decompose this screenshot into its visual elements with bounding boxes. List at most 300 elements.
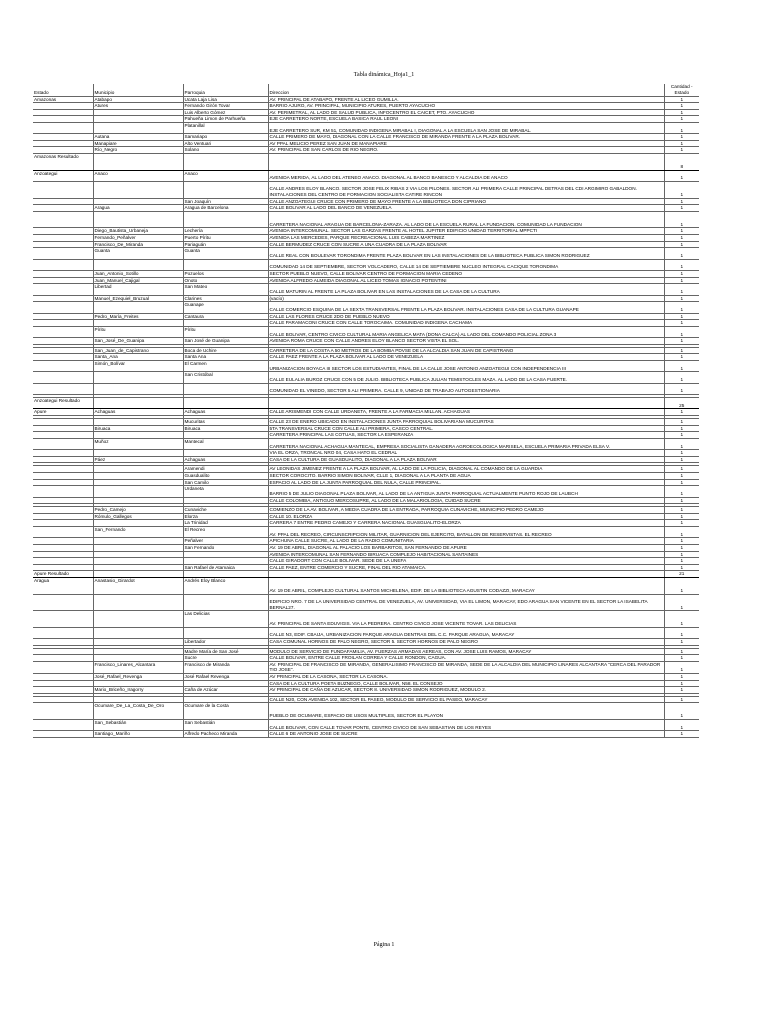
cell-municipio bbox=[93, 419, 183, 426]
cell-estado bbox=[33, 639, 93, 646]
cell-estado bbox=[33, 611, 93, 628]
cell-direccion: EDIFICIO NRO. 7 DE LA UNIVERSIDAD CENTRAL DE VENEZUELA, AV. UNIVERSIDAD, VIA EL LIMON, MARACAY, EDO ARAGUA SAN VICENTE EN EL SECTOR LA ISABELITA BERNAL27. bbox=[268, 594, 664, 611]
cell-direccion: CALLE GIRADORT CON CALLE BOLIVAR. SEDE DE LA UNEFA bbox=[268, 558, 664, 565]
table-row bbox=[33, 687, 699, 694]
cell-municipio bbox=[93, 432, 183, 439]
cell-direccion: CALLE ARISMENDI CON CALLE URDANETA, FRENTE A LA FARMACIA MILLAN. ACHAGUAS bbox=[268, 409, 664, 416]
cell-parroquia: Guasdualito bbox=[183, 473, 268, 480]
cell-estado bbox=[33, 703, 93, 720]
cell-direccion: AVENIDA INTERCOMUNAL. SECTOR LAS GARZAS FRENTE AL HOTEL JUPITER EDIFICIO UNIDAD TERRITORIAL MPPCTI bbox=[268, 228, 664, 235]
document-title: Tabla dinámica_Hoja1_1 bbox=[353, 72, 415, 78]
table-header-row bbox=[33, 84, 699, 96]
cell-cantidad: 1 bbox=[680, 687, 684, 693]
cell-estado bbox=[33, 680, 93, 687]
header-municipio: Municipio bbox=[93, 84, 183, 96]
cell-parroquia: Ocumare de la Costa bbox=[183, 703, 268, 720]
cell-cantidad: 1 bbox=[680, 724, 684, 730]
cell-direccion: CALLE PARAMACONI CRUCE CON CALLE TOROCAIMA. COMUNIDAD INDIGENA CACHAMA bbox=[268, 320, 664, 327]
cell-cantidad: 1 bbox=[680, 306, 684, 312]
cell-estado bbox=[33, 205, 93, 212]
cell-municipio bbox=[93, 648, 183, 655]
table-row bbox=[33, 513, 699, 520]
cell-cantidad: 1 bbox=[680, 564, 684, 570]
cell-municipio: Juan_Antonio_Sotillo bbox=[93, 270, 183, 277]
cell-municipio bbox=[93, 398, 183, 409]
cell-parroquia bbox=[183, 680, 268, 687]
table-row bbox=[33, 372, 699, 383]
table-row bbox=[33, 409, 699, 416]
cell-parroquia: Alfredo Pacheco Miranda bbox=[183, 731, 268, 738]
table-row bbox=[33, 577, 699, 594]
cell-parroquia bbox=[183, 450, 268, 457]
cell-parroquia: Cantaura bbox=[183, 313, 268, 320]
table-row bbox=[33, 259, 699, 270]
cell-direccion: CARRETERA NACIONAL ARAGUA DE BARCELONA-ZARAZA. AL LADO DE LA ESCUELA RURAL LA FUNDACION. COMUNIDAD LA FUNDACION bbox=[268, 211, 664, 228]
table-row bbox=[33, 235, 699, 242]
cell-estado bbox=[33, 661, 93, 673]
cell-direccion: COMUNIDAD 14 DE SEPTIEMBRE, SECTOR VOLCADERO, CALLE 14 DE SEPTIEMBRE NUCLEO INTEGRAL CACIQUE TORONDIMA bbox=[268, 259, 664, 270]
table-row bbox=[33, 655, 699, 662]
cell-municipio: Santa_Ana bbox=[93, 354, 183, 361]
cell-estado: Anzoategui Resultado bbox=[33, 398, 93, 409]
cell-cantidad: 1 bbox=[680, 507, 684, 513]
cell-direccion: COMUNIDAD EL VINEDO, SECTOR 5 ALI PRIMERA. CALLE 9, UNIDAD DE TRABAJO AUTOGESTIONARIA bbox=[268, 383, 664, 394]
cell-municipio bbox=[93, 564, 183, 571]
table-row bbox=[33, 425, 699, 432]
cell-direccion: SECTOR COROCITO. BARRIO SIMON BOLIVAR, CLLE 1, DIAGONAL A LA PLANTA DE AGUA bbox=[268, 473, 664, 480]
cell-estado: Apure Resultado bbox=[33, 571, 93, 578]
table-row bbox=[33, 538, 699, 545]
cell-municipio bbox=[93, 182, 183, 199]
cell-parroquia bbox=[183, 154, 268, 171]
cell-estado bbox=[33, 507, 93, 514]
cell-municipio: Río_Negro bbox=[93, 147, 183, 154]
cell-parroquia: Pahueña Limon de Parhueña bbox=[183, 116, 268, 123]
cell-direccion: AVENIDA MERIDA, AL LADO DEL ATENEO ANACO. DIAGONAL AL BANCO BANESCO Y ALCALDIA DE ANACO bbox=[268, 170, 664, 181]
cell-parroquia bbox=[183, 551, 268, 558]
cell-cantidad: 1 bbox=[680, 388, 684, 394]
cell-municipio bbox=[93, 122, 183, 133]
cell-municipio bbox=[93, 116, 183, 123]
cell-cantidad: 1 bbox=[680, 520, 684, 526]
cell-municipio bbox=[93, 109, 183, 116]
table-row bbox=[33, 103, 699, 110]
cell-cantidad: 1 bbox=[680, 466, 684, 472]
cell-estado bbox=[33, 438, 93, 449]
cell-parroquia: Lechería bbox=[183, 228, 268, 235]
cell-direccion: CALLE N20, CON AVENIDA 102, SECTOR EL PASEO, MODULO DE SERVICIO EL PASEO, MARACAY bbox=[268, 696, 664, 703]
cell-estado bbox=[33, 655, 93, 662]
cell-estado bbox=[33, 648, 93, 655]
table-row bbox=[33, 680, 699, 687]
cell-direccion bbox=[268, 398, 664, 409]
cell-estado bbox=[33, 594, 93, 611]
cell-estado bbox=[33, 277, 93, 284]
table-row bbox=[33, 284, 699, 295]
cell-municipio bbox=[93, 486, 183, 497]
table-row bbox=[33, 96, 699, 103]
cell-estado bbox=[33, 497, 93, 504]
table-row bbox=[33, 134, 699, 141]
cell-municipio bbox=[93, 372, 183, 383]
table-row bbox=[33, 639, 699, 646]
cell-municipio: Pedro_Camejo bbox=[93, 507, 183, 514]
cell-municipio bbox=[93, 154, 183, 171]
cell-direccion: EJE CARRETERO SUR, KM 51, COMUNIDAD INDIGENA MIRABAL I, DIAGONAL A LA ESCUELA SAN JOSE DE MIRABAL. bbox=[268, 122, 664, 133]
cell-parroquia: Ucata Laja Lisa bbox=[183, 96, 268, 103]
subtotal-row bbox=[33, 154, 699, 171]
cell-cantidad: 1 bbox=[680, 313, 684, 319]
cell-cantidad: 1 bbox=[680, 731, 684, 737]
cell-cantidad: 1 bbox=[680, 221, 684, 227]
cell-parroquia: Andrés Eloy Blanco bbox=[183, 577, 268, 594]
cell-estado bbox=[33, 147, 93, 154]
cell-direccion: AV. PPAL DEL RECREO, CIRCUNSCRIPCION MILITAR, GUARNICION DEL EJERCITO, BATALLON DE RESERVISTAS. EL RECREO bbox=[268, 526, 664, 537]
table-row bbox=[33, 611, 699, 628]
cell-estado bbox=[33, 538, 93, 545]
header-cantidad-estado: Cantidad - Estado bbox=[670, 84, 693, 95]
cell-direccion: PUEBLO DE OCUMARE, ESPACIO DE USOS MULTIPLES, SECTOR EL PLAYON bbox=[268, 703, 664, 720]
cell-municipio bbox=[93, 479, 183, 486]
cell-parroquia: San Camilo bbox=[183, 479, 268, 486]
table-row bbox=[33, 497, 699, 504]
table-row bbox=[33, 479, 699, 486]
cell-municipio: San_José_De_Guanipa bbox=[93, 338, 183, 345]
cell-cantidad: 1 bbox=[680, 109, 684, 115]
cell-direccion: CALLE BOLIVAR, ENTRE CALLE FROILAN CORREA Y CALLE RONDON, CAGUA. bbox=[268, 655, 664, 662]
cell-municipio: Manuel_Ezequiel_Bruzual bbox=[93, 295, 183, 302]
cell-estado bbox=[33, 526, 93, 537]
cell-direccion: AV. 19 DE ABRIL, COMPLEJO CULTURAL SANTOS MICHELENA, EDIF. DE LA BIBLIOTECA AGUSTIN CODAZZI, MARACAY bbox=[268, 577, 664, 594]
cell-parroquia: El Carmen bbox=[183, 360, 268, 371]
cell-parroquia bbox=[183, 398, 268, 409]
cell-municipio: Atures bbox=[93, 103, 183, 110]
cell-direccion: CALLE 23 DE ENERO UBICADO EN INSTALACIONES JUNTA PARROQUIAL BOLIVARIANA MUCURITAS bbox=[268, 419, 664, 426]
cell-parroquia bbox=[183, 497, 268, 504]
cell-estado bbox=[33, 284, 93, 295]
cell-estado bbox=[33, 347, 93, 354]
cell-direccion: AV. 19 DE ABRIL, DIAGONAL AL PALACIO LOS BARBARITOS, SAN FERNANDO DE APURE bbox=[268, 544, 664, 551]
table-row bbox=[33, 648, 699, 655]
cell-direccion: AV PRINCIPAL DE LA CASONA, SECTOR LA CASONA. bbox=[268, 674, 664, 681]
cell-estado bbox=[33, 241, 93, 248]
table-row bbox=[33, 696, 699, 703]
cell-municipio: Mario_Briceño_Iragorry bbox=[93, 687, 183, 694]
cell-parroquia: Platanillal bbox=[183, 122, 268, 133]
cell-municipio: Fernando_Peñalver bbox=[93, 235, 183, 242]
cell-municipio bbox=[93, 466, 183, 473]
cell-estado bbox=[33, 425, 93, 432]
cell-estado bbox=[33, 116, 93, 123]
table-row bbox=[33, 551, 699, 558]
cell-parroquia: San Fernando bbox=[183, 544, 268, 551]
cell-direccion: CASA DE LA CULTURA DE GUASDUALITO, DIAGONAL A LA PLAZA BOLIVAR bbox=[268, 456, 664, 463]
cell-parroquia: San Joaquín bbox=[183, 198, 268, 205]
cell-estado bbox=[33, 513, 93, 520]
table-row bbox=[33, 456, 699, 463]
cell-cantidad: 1 bbox=[680, 419, 684, 425]
pivot-table-body bbox=[33, 84, 699, 738]
cell-direccion bbox=[268, 154, 664, 171]
cell-direccion: CALLE PRIMERO DE MAYO, DIAGONAL CON LA CALLE FRANCISCO DE MIRANDA FRENTE A LA PLAZA BOLIVAR. bbox=[268, 134, 664, 141]
cell-estado bbox=[33, 687, 93, 694]
cell-direccion: CALLE BERMUDEZ CRUCE CON SUCRE A UNA CUADRA DE LA PLAZA BOLIVAR bbox=[268, 241, 664, 248]
cell-estado bbox=[33, 302, 93, 313]
cell-cantidad: 1 bbox=[680, 632, 684, 638]
cell-municipio bbox=[93, 611, 183, 628]
cell-parroquia bbox=[183, 594, 268, 611]
table-row bbox=[33, 594, 699, 611]
cell-parroquia: Achaguas bbox=[183, 409, 268, 416]
cell-municipio bbox=[93, 558, 183, 565]
cell-estado bbox=[33, 228, 93, 235]
table-row bbox=[33, 473, 699, 480]
cell-cantidad: 1 bbox=[680, 270, 684, 276]
cell-municipio: Diego_Bautista_Urbaneja bbox=[93, 228, 183, 235]
cell-estado bbox=[33, 103, 93, 110]
cell-direccion: AV. PRINCIPAL DE FRANCISCO DE MIRANDA, GENERALISIMO FRANCISCO DE MIRANDA, SEDE DE LA ALCALDIA DEL MUNICIPIO LINARES ALCANTARA "CERCA DEL PARADOR TIO JOSE". bbox=[268, 661, 664, 673]
table-row bbox=[33, 466, 699, 473]
table-row bbox=[33, 627, 699, 638]
cell-municipio bbox=[93, 538, 183, 545]
cell-direccion: COMIENZO DE LA AV. BOLIVAR, A MEDIA CUADRA DE LA ENTRADA, PARROQUIA CUNAVICHE, MUNICIPIO PEDRO CAMEJO bbox=[268, 507, 664, 514]
header-estado: Estado bbox=[33, 84, 93, 96]
cell-parroquia: Las Delicias bbox=[183, 611, 268, 628]
cell-direccion: MODULO DE SERVICIO DE FUNDAFAMILIA, AV. FUERZAS ARMADAS AEREAS, CON AV. JOSE LUIS RAMOS, MARACAY bbox=[268, 648, 664, 655]
cell-direccion: ESPACIO AL LADO DE LA JUNTA PARROQUIAL DEL NULA, CALLE PRINCIPAL. bbox=[268, 479, 664, 486]
cell-parroquia: José Rafael Revenga bbox=[183, 674, 268, 681]
table-row bbox=[33, 241, 699, 248]
cell-parroquia: Guanape bbox=[183, 302, 268, 313]
cell-cantidad: 1 bbox=[680, 490, 684, 496]
cell-estado bbox=[33, 551, 93, 558]
table-row bbox=[33, 198, 699, 205]
cell-cantidad: 1 bbox=[680, 479, 684, 485]
cell-municipio bbox=[93, 497, 183, 504]
cell-estado bbox=[33, 248, 93, 259]
cell-cantidad: 1 bbox=[680, 587, 684, 593]
table-row bbox=[33, 450, 699, 457]
cell-parroquia: Biruaca bbox=[183, 425, 268, 432]
cell-estado bbox=[33, 211, 93, 228]
cell-cantidad: 1 bbox=[680, 320, 684, 326]
table-row bbox=[33, 507, 699, 514]
cell-cantidad: 1 bbox=[680, 192, 684, 198]
table-row bbox=[33, 302, 699, 313]
cell-direccion: CASA COMUNAL HORNOS DE PALO NEGRO, SECTOR 5. SECTOR HORNOS DE PALO NEGRO bbox=[268, 639, 664, 646]
cell-municipio bbox=[93, 594, 183, 611]
cell-parroquia bbox=[183, 558, 268, 565]
cell-municipio bbox=[93, 198, 183, 205]
cell-direccion: AV. PRINCIPAL DE SANTA EDUVIGIS. VIA LA PEDRERA. CENTRO CIVICO JOSE VICENTE TOVAR. LAS DELICIAS bbox=[268, 611, 664, 628]
cell-municipio bbox=[93, 520, 183, 527]
cell-parroquia: Puerto Píritu bbox=[183, 235, 268, 242]
table-row bbox=[33, 270, 699, 277]
cell-municipio bbox=[93, 639, 183, 646]
cell-direccion: CARRETERA NACIONAL ACHAGUA MANTECAL, EMPRESA SOCIALISTA GANADERA AGROECOLOGICA MARISELA, ESCUELA PRIMARIA PRIVADA ELSA V. bbox=[268, 438, 664, 449]
cell-parroquia: Libertador bbox=[183, 639, 268, 646]
cell-municipio: Ocumare_De_La_Costa_De_Oro bbox=[93, 703, 183, 720]
cell-municipio: Simón_Bolívar bbox=[93, 360, 183, 371]
cell-cantidad: 21 bbox=[664, 571, 699, 578]
cell-direccion: CALLE 6 DE ANTONIO JOSE DE SUCRE bbox=[268, 731, 664, 738]
cell-direccion: CARRETERA DE LA COSTA A 50 METROS DE LA BOMBA PDVSE DE LA ALCALDIA SAN JUAN DE CAPISTRANO bbox=[268, 347, 664, 354]
table-row bbox=[33, 116, 699, 123]
cell-direccion: CALLE EULALIA BUROZ CRUCE CON 5 DE JULIO. BIBLIOTECA PUBLICA JULIAN TEMISTOCLES MAZA. AL LADO DE LA CASA FUERTE. bbox=[268, 372, 664, 383]
table-row bbox=[33, 354, 699, 361]
cell-direccion: SECTOR PUEBLO NUEVO, CALLE BOLIVAR CENTRO DE FORMACION MARIA CEDENO bbox=[268, 270, 664, 277]
cell-municipio: Libertad bbox=[93, 284, 183, 295]
cell-cantidad: 1 bbox=[680, 347, 684, 353]
cell-cantidad: 1 bbox=[680, 443, 684, 449]
cell-estado bbox=[33, 313, 93, 320]
cell-municipio: San_Juan_de_Capistrano bbox=[93, 347, 183, 354]
cell-direccion: AVENIDA INTERCOMUNAL SAN FERNANDO BIRUACA COMPLEJO HABITACIONAL SANTAINES bbox=[268, 551, 664, 558]
cell-cantidad: 1 bbox=[680, 432, 684, 438]
cell-estado bbox=[33, 544, 93, 551]
cell-municipio bbox=[93, 551, 183, 558]
cell-municipio: Santiago_Mariño bbox=[93, 731, 183, 738]
table-row bbox=[33, 277, 699, 284]
cell-estado bbox=[33, 479, 93, 486]
cell-municipio: San_Sebastián bbox=[93, 720, 183, 731]
cell-cantidad: 1 bbox=[680, 295, 684, 301]
cell-direccion: 5TA TRANSVERSAL CRUCE CON CALLE ALI PRIMERA, CASCO CENTRAL. bbox=[268, 425, 664, 432]
cell-direccion: CALLE N3, EDIF. CBAIJA, URBANIZACION PARQUE ARAGUA DENTRAS DEL C.C. PARQUE ARAGUA, MARACAY bbox=[268, 627, 664, 638]
table-row bbox=[33, 674, 699, 681]
cell-municipio: Páez bbox=[93, 456, 183, 463]
cell-direccion: (vacío) bbox=[268, 295, 664, 302]
cell-cantidad: 1 bbox=[680, 713, 684, 719]
cell-parroquia bbox=[183, 182, 268, 199]
cell-estado bbox=[33, 383, 93, 394]
table-row bbox=[33, 360, 699, 371]
subtotal-row bbox=[33, 398, 699, 409]
cell-cantidad: 1 bbox=[680, 538, 684, 544]
cell-cantidad: 1 bbox=[680, 241, 684, 247]
cell-parroquia: Mucuritas bbox=[183, 419, 268, 426]
table-row bbox=[33, 438, 699, 449]
cell-municipio: Muñoz bbox=[93, 438, 183, 449]
table-row bbox=[33, 228, 699, 235]
cell-estado bbox=[33, 520, 93, 527]
table-row bbox=[33, 170, 699, 181]
cell-parroquia: La Trinidad bbox=[183, 520, 268, 527]
cell-parroquia: Fernando Girón Tovar bbox=[183, 103, 268, 110]
cell-parroquia: El Recreo bbox=[183, 526, 268, 537]
cell-municipio bbox=[93, 696, 183, 703]
cell-estado bbox=[33, 235, 93, 242]
cell-estado bbox=[33, 466, 93, 473]
cell-estado: Anzoategui bbox=[33, 170, 93, 181]
cell-municipio: Anastasio_Girardot bbox=[93, 577, 183, 594]
table-row bbox=[33, 211, 699, 228]
cell-estado bbox=[33, 627, 93, 638]
cell-parroquia: Sucre bbox=[183, 655, 268, 662]
cell-direccion: CALLE 10. ELORZA bbox=[268, 513, 664, 520]
cell-estado bbox=[33, 432, 93, 439]
cell-estado bbox=[33, 419, 93, 426]
cell-direccion: CALLE BOLIVAR, CENTRO CIVICO CULTURAL MARIA ANGELICA MATA (DONA CALCA) AL LADO DEL COMANDO POLICIAL ZONA 3 bbox=[268, 326, 664, 337]
cell-cantidad: 1 bbox=[680, 674, 684, 680]
table-row bbox=[33, 347, 699, 354]
cell-parroquia: Francisco de Miranda bbox=[183, 661, 268, 673]
cell-direccion: CALLE LAS FLORES CRUCE 2DO DE PUEBLO NUEVO bbox=[268, 313, 664, 320]
cell-municipio bbox=[93, 655, 183, 662]
table-row bbox=[33, 147, 699, 154]
cell-cantidad: 1 bbox=[680, 513, 684, 519]
cell-parroquia: Alto Ventuari bbox=[183, 140, 268, 147]
cell-estado bbox=[33, 456, 93, 463]
cell-cantidad: 1 bbox=[680, 103, 684, 109]
cell-direccion: AV PPAL MELICIO PEREZ SAN JUAN DE MANAPIARE bbox=[268, 140, 664, 147]
cell-cantidad: 1 bbox=[680, 252, 684, 258]
table-row bbox=[33, 205, 699, 212]
cell-cantidad: 1 bbox=[680, 140, 684, 146]
cell-cantidad: 1 bbox=[680, 127, 684, 133]
cell-parroquia: Madre María de San José bbox=[183, 648, 268, 655]
cell-estado: Amazonas Resultado bbox=[33, 154, 93, 171]
cell-cantidad: 1 bbox=[680, 544, 684, 550]
cell-parroquia: Elorza bbox=[183, 513, 268, 520]
table-row bbox=[33, 432, 699, 439]
cell-cantidad: 1 bbox=[680, 288, 684, 294]
cell-direccion: AVENIDA ROMA CRUCE CON CALLE ANDRES ELOY BLANCO SECTOR VISTA EL SOL. bbox=[268, 338, 664, 345]
cell-estado bbox=[33, 354, 93, 361]
cell-municipio: Achaguas bbox=[93, 409, 183, 416]
cell-cantidad: 1 bbox=[680, 551, 684, 557]
cell-municipio bbox=[93, 544, 183, 551]
cell-parroquia: Onoto bbox=[183, 277, 268, 284]
cell-estado bbox=[33, 696, 93, 703]
table-row bbox=[33, 661, 699, 673]
cell-cantidad: 1 bbox=[680, 450, 684, 456]
cell-direccion: CALLE BOLIVAR AL LADO DEL BANCO DE VENEZUELA bbox=[268, 205, 664, 212]
cell-estado bbox=[33, 295, 93, 302]
cell-estado bbox=[33, 486, 93, 497]
cell-cantidad: 1 bbox=[680, 680, 684, 686]
cell-estado bbox=[33, 270, 93, 277]
cell-parroquia: Samariapo bbox=[183, 134, 268, 141]
cell-parroquia bbox=[183, 627, 268, 638]
cell-parroquia: San Cristóbal bbox=[183, 372, 268, 383]
cell-cantidad: 25 bbox=[664, 398, 699, 409]
cell-direccion: AV. PRINCIPAL DE ATABAPO, FRENTE AL LICEO GUMILLA. bbox=[268, 96, 664, 103]
cell-cantidad: 1 bbox=[680, 365, 684, 371]
cell-parroquia: San Mateo bbox=[183, 284, 268, 295]
cell-estado bbox=[33, 338, 93, 345]
table-row bbox=[33, 338, 699, 345]
cell-cantidad: 1 bbox=[680, 175, 684, 181]
cell-municipio: Francisco_Linares_Alcantara bbox=[93, 661, 183, 673]
cell-direccion: CARRETERA PRINCIPAL LAS COTUAS, SECTOR LA ESPERANZA bbox=[268, 432, 664, 439]
cell-estado bbox=[33, 134, 93, 141]
cell-parroquia: Píritu bbox=[183, 326, 268, 337]
table-row bbox=[33, 182, 699, 199]
cell-municipio: Aragua bbox=[93, 205, 183, 212]
cell-municipio: Biruaca bbox=[93, 425, 183, 432]
cell-cantidad: 1 bbox=[680, 456, 684, 462]
table-row bbox=[33, 320, 699, 327]
cell-direccion: BARRIO AJURO, AV. PRINCIPAL, MUNICIPIO ATURES, PUERTO AYACUCHO bbox=[268, 103, 664, 110]
cell-cantidad: 1 bbox=[680, 205, 684, 211]
cell-cantidad: 1 bbox=[680, 497, 684, 503]
cell-cantidad: 1 bbox=[680, 228, 684, 234]
cell-estado bbox=[33, 140, 93, 147]
cell-direccion bbox=[268, 571, 664, 578]
cell-estado: Amazonas bbox=[33, 96, 93, 103]
cell-cantidad: 1 bbox=[680, 235, 684, 240]
